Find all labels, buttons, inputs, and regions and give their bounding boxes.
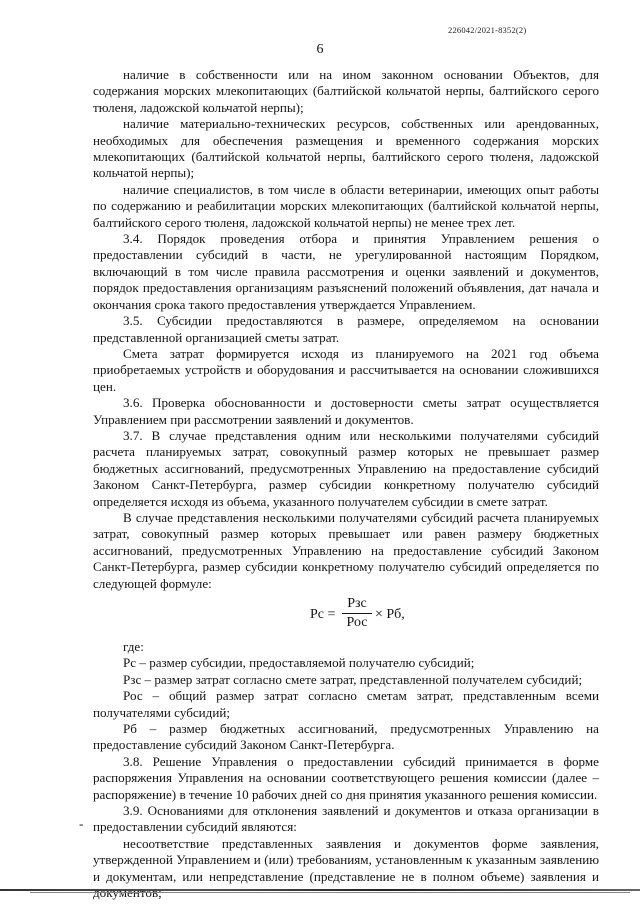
page-number: 6 (316, 42, 324, 57)
paragraph: 3.6. Проверка обоснованности и достоверности сметы затрат осуществляется Управлением при рассмотрении заявлений и документов. (93, 395, 599, 427)
definition-item: Рос – общий размер затрат согласно сметам затрат, представленным всеми получателями субсидий; (93, 688, 599, 720)
formula-fraction (342, 595, 372, 632)
paragraph: несоответствие представленных заявления и документов форме заявления, утвержденной Управлением и (или) требованиям, установленным к указанным заявлению и документам, или непредставление (представление не в полном объеме) заявления и (93, 835, 599, 884)
paragraph: В случае представления несколькими получателями субсидий расчета планируемых затрат, совокупный размер которых превышает или равен размеру бюджетных ассигнований, предусмотренных Управлению на предоставление субсидий Законом Санкт-Петербурга, размер субсидии конкретному получателю субсидий определяется по следующей формуле: (93, 509, 599, 591)
formula-lhs: Рс = (310, 607, 336, 622)
paragraph: 3.9. Основаниями для отклонения заявлений и документов и отказа организации в предоставлении субсидий являются: (93, 803, 599, 835)
paragraph: наличие материально-технических ресурсов, собственных или арендованных, необходимых для обеспечения размещения и временного содержания морских млекопитающих (балтийской кольчатой нерпы, балтийского серого тюленя, ладожской кольчатой нерпы); (93, 116, 599, 181)
paragraph: 3.7. В случае представления одним или несколькими получателями субсидий расчета планируемых затрат, совокупный размер которых не превышает размер бюджетных ассигнований, предусмотренных Управлению на предоставление субсидий Законом Санкт-Петербурга, размер субсидии конкретному получателю субсидий определяется исходя из объема, указанного получателем субсидии в смете затрат. (93, 427, 599, 509)
definition-item: Рс – размер субсидии, предоставляемой получателю субсидий; (123, 655, 475, 671)
paragraph: 3.4. Порядок проведения отбора и принятия Управлением решения о предоставлении субсидий в части, не урегулированной настоящим Порядком, включающий в том числе правила рассмотрения и оценки заявлений и документов, порядок предоставления организациям разъяснений положений объявления, дат начала и окончания срока такого предоставления утверждается Управлением. (93, 231, 599, 312)
paragraph: 3.8. Решение Управления о предоставлении субсидий принимается в форме распоряжения Управления на основании соответствующего решения комиссии (далее – распоряжение) в течение 10 рабочих дней со дня принятия указанного решения комиссии. (93, 753, 599, 802)
formula-rhs: × Рб, (375, 607, 405, 622)
paragraph: наличие в собственности или на ином законном основании Объектов, для содержания морских млекопитающих (балтийской кольчатой нерпы, балтийского серого тюленя, ладожской кольчатой нерпы); (93, 67, 599, 115)
margin-mark: - (79, 816, 84, 831)
subsidy-formula (93, 595, 599, 635)
document-id: 226042/2021-8352(2) (448, 25, 527, 35)
where-label: где: (123, 639, 144, 654)
scan-edge-line-thin (30, 892, 630, 893)
definition-item: Рб – размер бюджетных ассигнований, предусмотренных Управлению на предоставление субсидий Законом Санкт-Петербурга. (93, 721, 599, 753)
paragraph: 3.5. Субсидии предоставляются в размере, определяемом на основании представленной организацией сметы затрат. (93, 313, 599, 345)
page-body (93, 67, 599, 902)
paragraph: наличие специалистов, в том числе в области ветеринарии, имеющих опыт работы по содержанию и реабилитации морских млекопитающих (балтийской кольчатой нерпы, балтийского серого тюленя, ладожской кольчатой нерпы) не менее трех лет. (93, 181, 599, 230)
formula-denominator: Рос (346, 615, 368, 630)
scan-edge-line (0, 889, 640, 891)
definition-item: Рзс – размер затрат согласно смете затрат, представленной получателем субсидий; (123, 671, 583, 687)
formula-numerator: Рзс (342, 595, 372, 614)
paragraph: Смета затрат формируется исходя из планируемого на 2021 год объема приобретаемых устройств и оборудования и рассчитывается на основании сложившихся цен. (93, 345, 599, 394)
